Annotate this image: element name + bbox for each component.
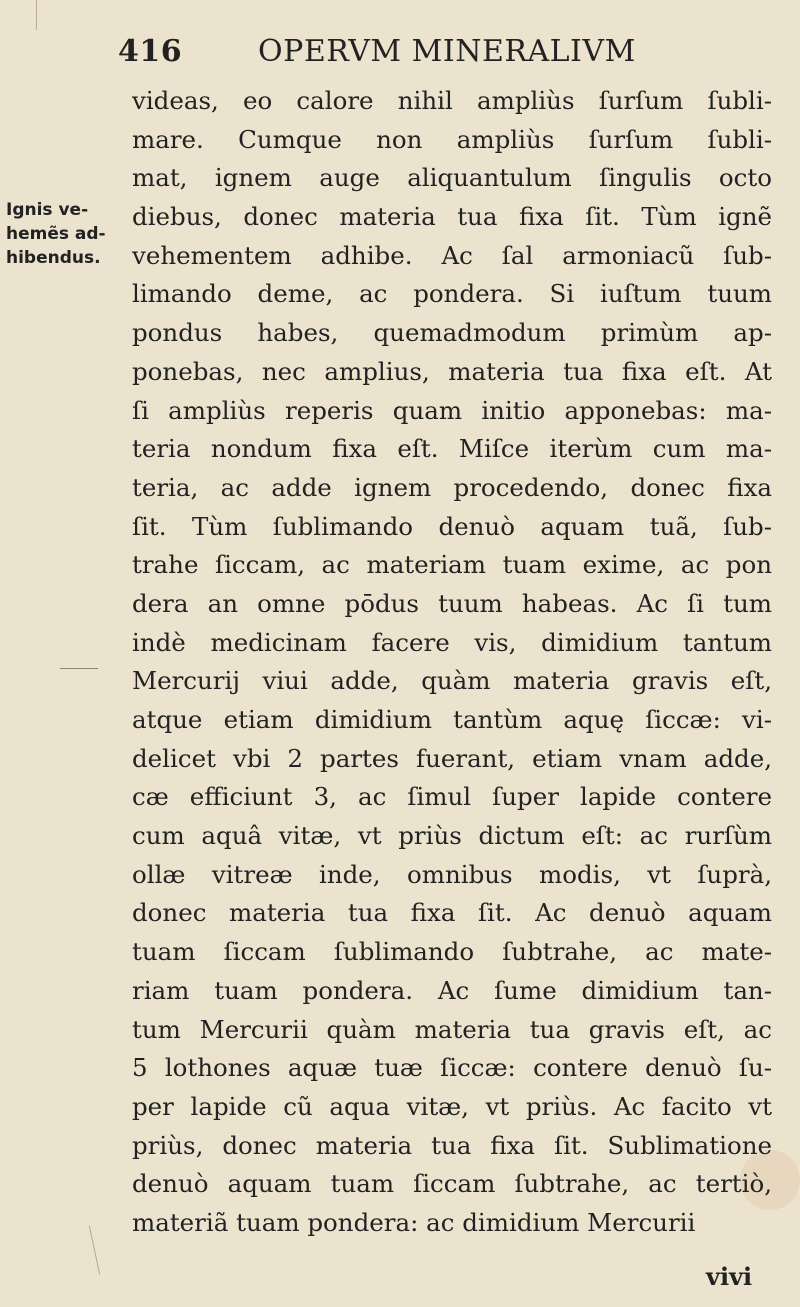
text-line: ſi ampliùs reperis quam initio apponebas: ma- [132, 395, 772, 425]
text-line: indè medicinam facere vis, dimidium tantum [132, 627, 772, 657]
marginal-note-line: hibendus. [6, 248, 101, 268]
margin-mark [60, 668, 98, 669]
text-line: atque etiam dimidium tantùm aquę ſiccæ: vi- [132, 705, 772, 734]
text-line: denuò aquam tuam ſiccam ſubtrahe, ac tertiò, [132, 1169, 772, 1199]
margin-mark [89, 1225, 100, 1274]
text-line: ponebas, nec amplius, materia tua fixa eſt. At [132, 356, 772, 386]
text-line: trahe ſiccam, ac materiam tuam exime, ac pon [132, 550, 772, 580]
text-line: diebus, donec materia tua fixa ſit. Tùm ignẽ [132, 202, 772, 232]
text-line: priùs, donec materia tua fixa ſit. Sublimatione [132, 1130, 772, 1160]
text-line: Mercurij viui adde, quàm materia gravis eſt, [132, 666, 772, 696]
text-line: donec materia tua fixa ſit. Ac denuò aquam [132, 898, 772, 928]
text-line: teria, ac adde ignem procedendo, donec fixa [132, 472, 772, 502]
catchword: vivi [706, 1262, 753, 1291]
text-line: videas, eo calore nihil ampliùs ſurſum ſubli- [132, 86, 772, 115]
running-title: OPERVM MINERALIVM [258, 34, 636, 69]
text-line: vehementem adhibe. Ac ſal armoniacũ ſub- [132, 240, 772, 270]
text-line: mat, ignem auge aliquantulum ſingulis octo [132, 163, 772, 193]
text-line: ollæ vitreæ inde, omnibus modis, vt ſuprà, [132, 859, 772, 889]
text-line: dera an omne pōdus tuum habeas. Ac ſi tum [132, 588, 772, 618]
text-line: delicet vbi 2 partes fuerant, etiam vnam adde, [132, 743, 772, 773]
text-line: tum Mercurii quàm materia tua gravis eſt, ac [132, 1014, 772, 1044]
page-edge-line [36, 0, 37, 30]
page-header [118, 34, 678, 84]
text-line: 5 lothones aquæ tuæ ſiccæ: contere denuò ſu- [132, 1053, 772, 1083]
text-line: per lapide cũ aqua vitæ, vt priùs. Ac facito vt [132, 1091, 772, 1121]
text-line: pondus habes, quemadmodum primùm ap- [132, 318, 772, 348]
text-line: limando deme, ac pondera. Si iuſtum tuum [132, 279, 772, 309]
text-line: mare. Cumque non ampliùs ſurſum ſubli- [132, 124, 772, 154]
text-line: ſit. Tùm ſublimando denuò aquam tuã, ſub- [132, 511, 772, 541]
text-line: tuam ſiccam ſublimando ſubtrahe, ac mate- [132, 937, 772, 967]
body-text [132, 82, 772, 1243]
page-number: 416 [118, 34, 183, 69]
text-line: cum aquâ vitæ, vt priùs dictum eſt: ac rurſùm [132, 821, 772, 851]
text-line: riam tuam pondera. Ac ſume dimidium tan- [132, 975, 772, 1005]
marginal-note-line: Ignis ve- [6, 200, 89, 220]
text-line: teria nondum fixa eſt. Miſce iterùm cum ma- [132, 434, 772, 464]
marginal-note-line: hemẽs ad- [6, 224, 106, 244]
text-line: materiã tuam pondera: ac dimidium Mercurii [132, 1207, 696, 1237]
text-line: cæ efficiunt 3, ac ſimul ſuper lapide contere [132, 782, 772, 812]
marginal-note [6, 198, 118, 270]
